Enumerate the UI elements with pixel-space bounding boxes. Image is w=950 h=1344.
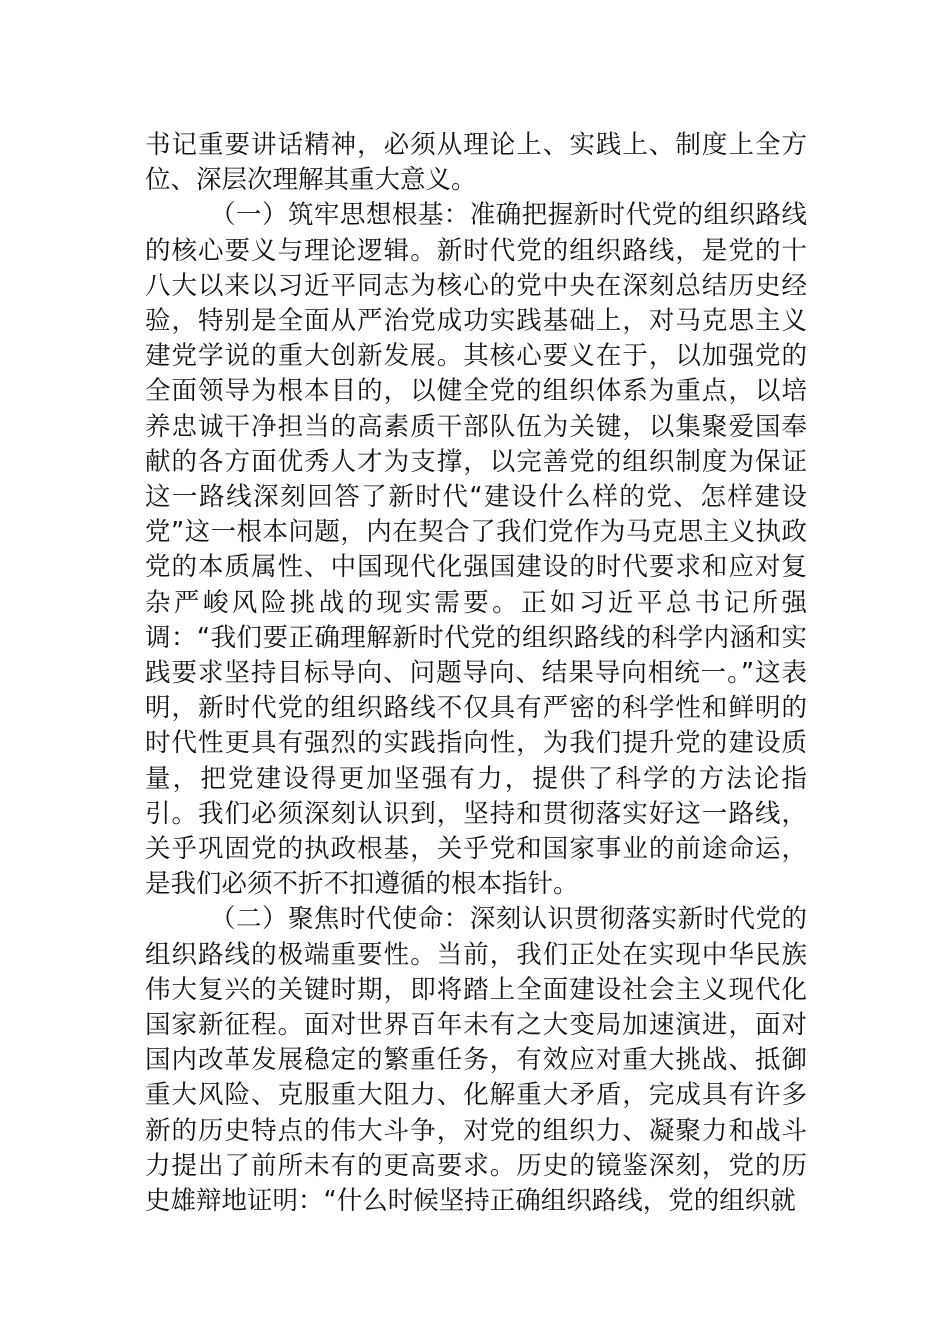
paragraph-section-two: （二）聚焦时代使命：深刻认识贯彻落实新时代党的组织路线的极端重要性。当前，我们正处在实现中华民族伟大复兴的关键时期，即将踏上全面建设社会主义现代化国家新征程。面对世界百年未有之大变局加速演进，面对国内改革发展稳定的繁重任务，有效应对重大挑战、抵御重大风险、克服重大阻力、化解重大矛盾，完成具有许多新的历史特点的伟大斗争，对党的组织力、凝聚力和战斗力提出了前所未有的更高要求。历史的镜鉴深刻，党的历史雄辩地证明：“什么时候坚持正确组织路线，党的组织就 xyxy=(145,904,807,1217)
paragraph-continuation: 书记重要讲话精神，必须从理论上、实践上、制度上全方位、深层次理解其重大意义。 xyxy=(145,130,807,196)
paragraph-section-one: （一）筑牢思想根基：准确把握新时代党的组织路线的核心要义与理论逻辑。新时代党的组织路线，是党的十八大以来以习近平同志为核心的党中央在深刻总结历史经验，特别是全面从严治党成功实践基础上，对马克思主义建党学说的重大创新发展。其核心要义在于，以加强党的全面领导为根本目的，以健全党的组织体系为重点，以培养忠诚干净担当的高素质干部队伍为关键，以集聚爱国奉献的各方面优秀人才为支撑，以完善党的组织制度为保证这一路线深刻回答了新时代“建设什么样的党、怎样建设党”这一根本问题，内在契合了我们党作为马克思主义执政党的本质属性、中国现代化强国建设的时代要求和应对复杂严峻风险挑战的现实需要。正如习近平总书记所强调：“我们要正确理解新时代党的组织路线的科学内涵和实践要求坚持目标导向、问题导向、结果导向相统一。”这表明，新时代党的组织路线不仅具有严密的科学性和鲜明的时代性更具有强烈的实践指向性，为我们提升党的建设质量，把党建设得更加坚强有力，提供了科学的方法论指引。我们必须深刻认识到，坚持和贯彻落实好这一路线，关乎巩固党的执政根基，关乎党和国家事业的前途命运，是我们必须不折不扣遵循的根本指针。 xyxy=(145,200,807,900)
document-body xyxy=(145,128,807,1219)
